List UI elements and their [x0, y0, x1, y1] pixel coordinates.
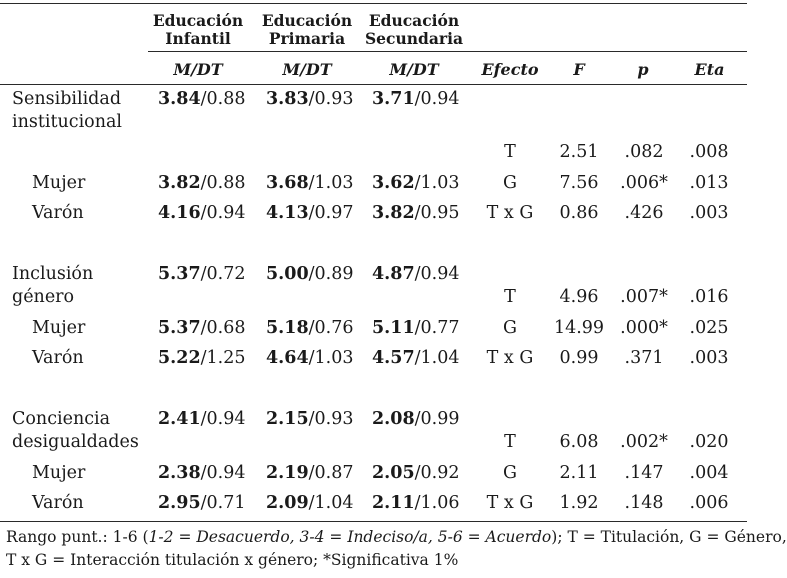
eta-cell: .004 [689, 463, 729, 483]
header-infantil-line1: Educación [152, 11, 244, 30]
table-cell: 3.83/0.93 [266, 89, 354, 109]
eta-cell: .008 [689, 142, 729, 162]
table-cell: 2.41/0.94 [158, 409, 246, 429]
subheader-efecto: Efecto [481, 60, 539, 79]
table-cell: 5.37/0.72 [158, 264, 246, 284]
footnote-line-2: T x G = Interacción titulación x género; *Significativa 1% [6, 551, 459, 569]
eta-cell: .020 [689, 432, 729, 452]
header-primaria-line1: Educación [261, 11, 353, 30]
p-cell: .002* [620, 432, 668, 452]
p-cell: .426 [624, 203, 664, 223]
row-label-mujer: Mujer [32, 463, 86, 483]
table-cell: 2.09/1.04 [266, 493, 354, 513]
section-label-inclusion-2: género [12, 287, 75, 307]
effect-cell: G [503, 173, 517, 193]
table-cell: 2.08/0.99 [372, 409, 460, 429]
header-primaria [257, 12, 357, 48]
table-cell: 5.11/0.77 [372, 318, 460, 338]
header-secundaria-line2: Secundaria [364, 29, 463, 48]
table-cell: 2.19/0.87 [266, 463, 354, 483]
table-cell: 4.57/1.04 [372, 348, 460, 368]
table-cell: 2.11/1.06 [372, 493, 460, 513]
p-cell: .371 [624, 348, 664, 368]
table-cell: 5.18/0.76 [266, 318, 354, 338]
f-cell: 4.96 [559, 287, 599, 307]
header-secundaria-line1: Educación [368, 11, 460, 30]
table-cell: 3.68/1.03 [266, 173, 354, 193]
p-cell: .007* [620, 287, 668, 307]
effect-cell: T x G [486, 203, 534, 223]
p-cell: .000* [620, 318, 668, 338]
bottom-rule [0, 521, 747, 522]
section-label-sensibilidad-1: Sensibilidad [12, 89, 122, 109]
effect-cell: T x G [486, 493, 534, 513]
effect-cell: T [504, 142, 516, 162]
table-cell: 2.38/0.94 [158, 463, 246, 483]
header-infantil [148, 12, 248, 48]
section-label-sensibilidad-2: institucional [12, 112, 123, 132]
subheader-mdt-secundaria: M/DT [389, 60, 439, 79]
row-label-varon: Varón [32, 493, 84, 513]
table-cell: 3.84/0.88 [158, 89, 246, 109]
p-cell: .006* [620, 173, 668, 193]
eta-cell: .016 [689, 287, 729, 307]
header-rule [148, 51, 747, 52]
p-cell: .148 [624, 493, 664, 513]
eta-cell: .003 [689, 203, 729, 223]
table-cell: 2.15/0.93 [266, 409, 354, 429]
f-cell: 2.51 [559, 142, 599, 162]
table-cell: 4.64/1.03 [266, 348, 354, 368]
section-label-conciencia-2: desigualdades [12, 432, 139, 452]
table-cell: 3.71/0.94 [372, 89, 460, 109]
table-cell: 4.13/0.97 [266, 203, 354, 223]
eta-cell: .013 [689, 173, 729, 193]
effect-cell: T [504, 287, 516, 307]
table-cell: 3.82/0.95 [372, 203, 460, 223]
subheader-mdt-infantil: M/DT [173, 60, 223, 79]
table-cell: 2.05/0.92 [372, 463, 460, 483]
subheader-eta: Eta [694, 60, 725, 79]
eta-cell: .025 [689, 318, 729, 338]
subheader-f: F [573, 60, 585, 79]
f-cell: 1.92 [559, 493, 599, 513]
f-cell: 0.86 [559, 203, 599, 223]
table-cell: 2.95/0.71 [158, 493, 246, 513]
header-primaria-line2: Primaria [268, 29, 346, 48]
p-cell: .082 [624, 142, 664, 162]
row-label-mujer: Mujer [32, 173, 86, 193]
table-cell: 5.37/0.68 [158, 318, 246, 338]
table-cell: 4.87/0.94 [372, 264, 460, 284]
row-label-varon: Varón [32, 348, 84, 368]
section-label-conciencia-1: Conciencia [12, 409, 111, 429]
header-secundaria [362, 12, 466, 48]
effect-cell: G [503, 463, 517, 483]
effect-cell: T x G [486, 348, 534, 368]
eta-cell: .003 [689, 348, 729, 368]
eta-cell: .006 [689, 493, 729, 513]
top-rule [0, 3, 747, 4]
table-cell: 5.00/0.89 [266, 264, 354, 284]
f-cell: 7.56 [559, 173, 599, 193]
effect-cell: T [504, 432, 516, 452]
row-label-varon: Varón [32, 203, 84, 223]
header-infantil-line2: Infantil [165, 29, 231, 48]
table-cell: 3.62/1.03 [372, 173, 460, 193]
f-cell: 2.11 [559, 463, 599, 483]
table-cell: 3.82/0.88 [158, 173, 246, 193]
subheader-rule [0, 84, 747, 85]
f-cell: 0.99 [559, 348, 599, 368]
footnote-line-1: Rango punt.: 1-6 (1-2 = Desacuerdo, 3-4 = Indeciso/a, 5-6 = Acuerdo); T = Titulación, G = Género, [6, 528, 787, 546]
subheader-mdt-primaria: M/DT [282, 60, 332, 79]
subheader-p: p [637, 60, 649, 79]
f-cell: 6.08 [559, 432, 599, 452]
effect-cell: G [503, 318, 517, 338]
f-cell: 14.99 [553, 318, 605, 338]
table-cell: 4.16/0.94 [158, 203, 246, 223]
table-cell: 5.22/1.25 [158, 348, 246, 368]
row-label-mujer: Mujer [32, 318, 86, 338]
p-cell: .147 [624, 463, 664, 483]
section-label-inclusion-1: Inclusión [12, 264, 94, 284]
